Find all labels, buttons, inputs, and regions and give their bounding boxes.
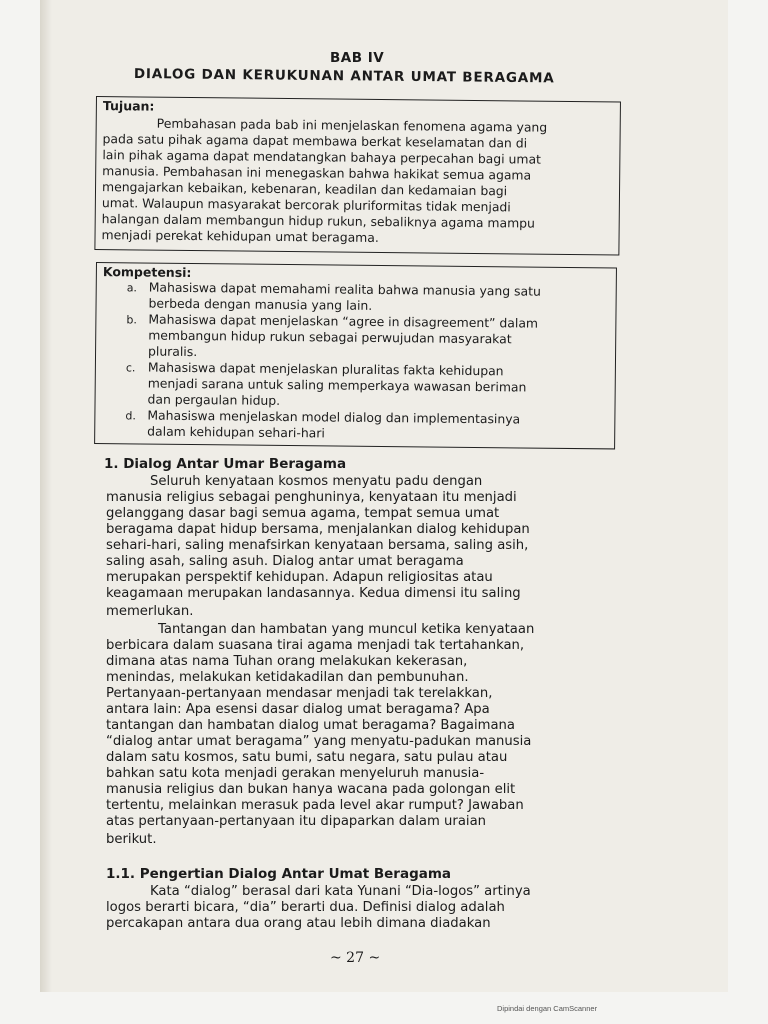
body-line: tertentu, melainkan merasuk pada level akar rumput? Jawaban (106, 798, 524, 813)
body-line: dalam satu kosmos, satu bumi, satu negara, satu pulau atau (106, 750, 508, 765)
body-line: Tantangan dan hambatan yang muncul ketika kenyataan (158, 622, 535, 637)
page-number: ~ 27 ~ (330, 950, 381, 966)
kompetensi-item-letter: c. (125, 361, 136, 375)
kompetensi-item-letter: a. (126, 281, 138, 295)
kompetensi-item-line: dalam kehidupan sehari-hari (147, 423, 325, 441)
kompetensi-item-line: Mahasiswa menjelaskan model dialog dan implementasinya (147, 407, 521, 427)
kompetensi-item-letter: d. (125, 409, 136, 423)
tujuan-line: Pembahasan pada bab ini menjelaskan fenomena agama yang (156, 115, 548, 135)
body-line: manusia religius sebagai penghuninya, kenyataan itu menjadi (106, 490, 517, 505)
tujuan-line: menjadi perekat kehidupan umat beragama. (101, 227, 379, 245)
body-line: manusia religius dan bukan hanya wacana pada golongan elit (106, 782, 516, 797)
body-line: tantangan dan hambatan dialog umat beragama? Bagaimana (106, 718, 515, 733)
kompetensi-item-line: membangun hidup rukun sebagai perwujudan masyarakat (148, 327, 512, 347)
body-line: Pertanyaan-pertanyaan mendasar menjadi tak terelakkan, (106, 686, 493, 701)
body-line: atas pertanyaan-pertanyaan itu dipaparkan dalam uraian (106, 814, 487, 829)
subsection-heading: 1.1. Pengertian Dialog Antar Umat Beragama (106, 866, 452, 882)
tujuan-line: lain pihak agama dapat mendatangkan bahaya perpecahan bagi umat (102, 147, 542, 167)
tujuan-line: manusia. Pembahasan ini menegaskan bahwa hakikat semua agama (102, 163, 532, 183)
tujuan-heading: Tujuan: (102, 98, 155, 114)
body-line: bahkan satu kota menjadi gerakan menyeluruh manusia- (106, 766, 485, 781)
kompetensi-item-line: dan pergaulan hidup. (147, 391, 281, 408)
body-line: Seluruh kenyataan kosmos menyatu padu dengan (150, 474, 483, 489)
body-line: berikut. (106, 832, 157, 847)
tujuan-line: mengajarkan kebaikan, kebenaran, keadilan dan kedamaian bagi (101, 179, 508, 199)
body-line: Kata “dialog” berasal dari kata Yunani “Dia-logos” artinya (150, 884, 531, 899)
body-line: gelanggang dasar bagi semua agama, tempat semua umat (106, 506, 500, 521)
kompetensi-item-letter: b. (126, 313, 137, 327)
chapter-title: DIALOG DAN KERUKUNAN ANTAR UMAT BERAGAMA (133, 66, 555, 87)
scanner-watermark: Dipindai dengan CamScanner (497, 1004, 598, 1013)
chapter-heading: BAB IV (330, 50, 385, 66)
kompetensi-item-line: berbeda dengan manusia yang lain. (148, 295, 373, 313)
body-line: sehari-hari, saling menafsirkan kenyataan bersama, saling asih, (106, 538, 529, 553)
kompetensi-box (94, 262, 617, 449)
body-line: berbicara dalam suasana tirai agama menjadi tak tertahankan, (106, 638, 525, 653)
body-line: percakapan antara dua orang atau lebih dimana diadakan (106, 916, 491, 931)
body-line: memerlukan. (106, 604, 194, 619)
kompetensi-item-line: Mahasiswa dapat memahami realita bahwa manusia yang satu (148, 279, 541, 299)
body-line: keagamaan merupakan landasannya. Kedua dimensi itu saling (106, 586, 521, 601)
tujuan-line: umat. Walaupun masyarakat bercorak pluriformitas tidak menjadi (101, 195, 511, 215)
tujuan-line: pada satu pihak agama dapat membawa berkat keselamatan dan di (102, 131, 528, 151)
kompetensi-item-line: Mahasiswa dapat menjelaskan “agree in disagreement” dalam (148, 311, 539, 331)
kompetensi-item-line: menjadi sarana untuk saling memperkaya wawasan beriman (147, 375, 527, 395)
body-line: logos berarti bicara, “dia” berarti dua. Definisi dialog adalah (106, 900, 505, 915)
tujuan-box (94, 96, 621, 255)
body-line: “dialog antar umat beragama” yang menyatu-padukan manusia (106, 734, 532, 749)
tujuan-line: halangan dalam membangun hidup rukun, sebaliknya agama mampu (101, 211, 536, 231)
kompetensi-item-line: pluralis. (147, 343, 198, 360)
body-line: merupakan perspektif kehidupan. Adapun religiositas atau (106, 570, 493, 585)
body-line: antara lain: Apa esensi dasar dialog umat beragama? Apa (106, 702, 490, 717)
kompetensi-item-line: Mahasiswa dapat menjelaskan pluralitas fakta kehidupan (147, 359, 504, 379)
body-line: dimana atas nama Tuhan orang melakukan kekerasan, (106, 654, 468, 669)
section-heading: 1. Dialog Antar Umar Beragama (104, 456, 347, 472)
body-line: menindas, melakukan ketidakadilan dan pembunuhan. (106, 670, 469, 685)
kompetensi-heading: Kompetensi: (102, 264, 192, 281)
body-line: beragama dapat hidup bersama, menjalankan dialog kehidupan (106, 522, 530, 537)
body-line: saling asah, saling asuh. Dialog antar umat beragama (106, 554, 464, 569)
